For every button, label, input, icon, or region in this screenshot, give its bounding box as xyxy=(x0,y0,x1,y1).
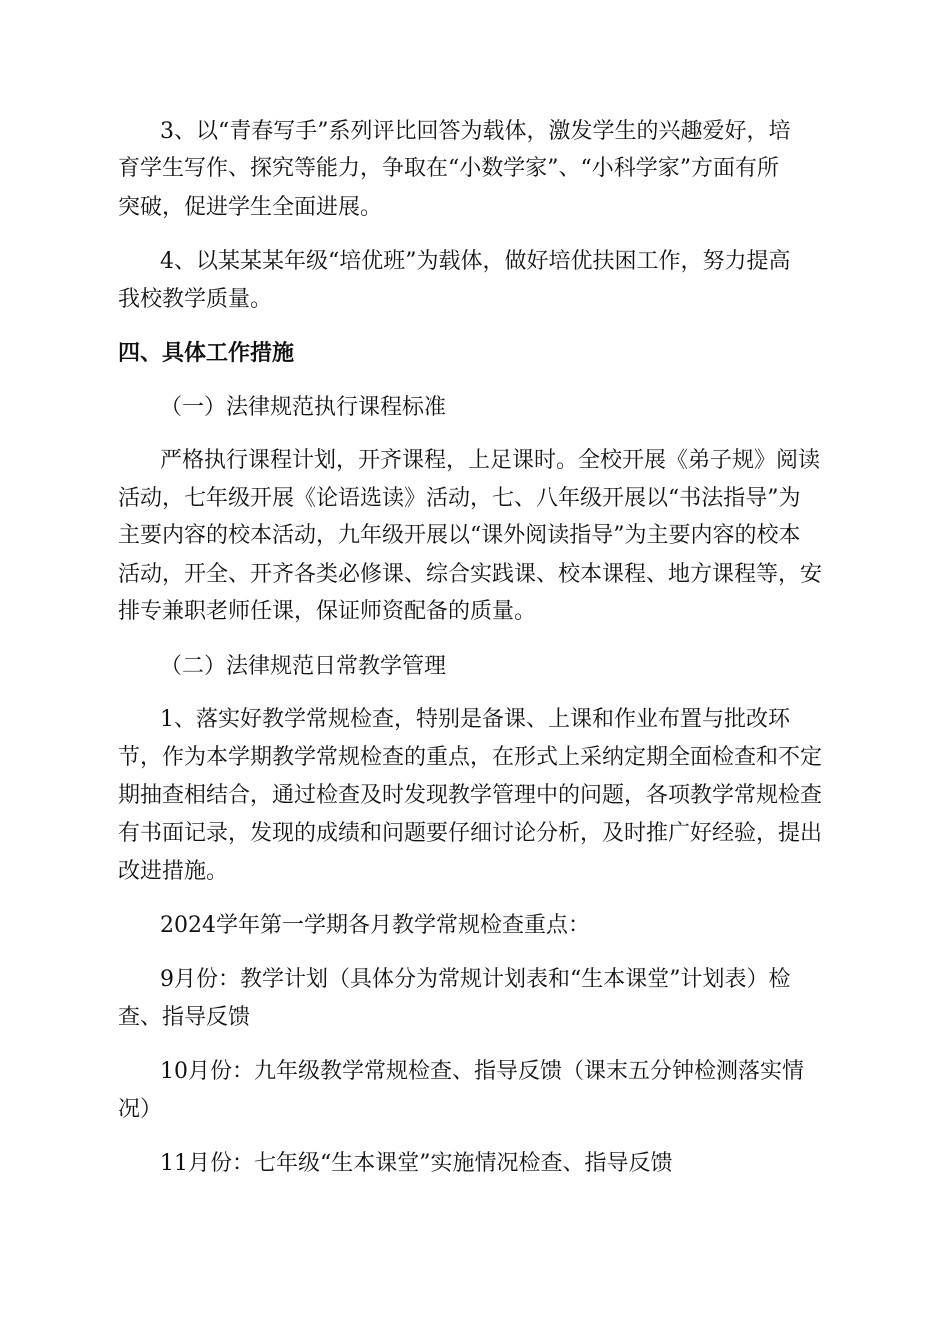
paragraph-3-line-2: 育学生写作、探究等能力，争取在“小数学家”、“小科学家”方面有所 xyxy=(118,156,779,181)
subsection-1-line-3: 主要内容的校本活动，九年级开展以“课外阅读指导”为主要内容的校本 xyxy=(118,523,801,548)
subsection-1-line-4: 活动，开全、开齐各类必修课、综合实践课、校本课程、地方课程等，安 xyxy=(118,562,823,587)
paragraph-4-line-1: 4、以某某某年级“培优班”为载体，做好培优扶困工作，努力提高 xyxy=(160,249,791,274)
schedule-intro: 2024学年第一学期各月教学常规检查重点： xyxy=(160,913,590,938)
subsection-2-item-1-line-3: 期抽查相结合，通过检查及时发现教学管理中的问题，各项教学常规检查 xyxy=(118,783,823,808)
subsection-2-heading: （二）法律规范日常教学管理 xyxy=(160,654,447,679)
subsection-2-item-1-line-4: 有书面记录，发现的成绩和问题要仔细讨论分析，及时推广好经验，提出 xyxy=(118,821,823,846)
section-heading: 四、具体工作措施 xyxy=(118,341,295,366)
subsection-1-line-1: 严格执行课程计划，开齐课程，上足课时。全校开展《弟子规》阅读 xyxy=(160,448,821,473)
paragraph-3-line-3: 突破，促进学生全面进展。 xyxy=(118,195,383,220)
schedule-september-line-2: 查、指导反馈 xyxy=(118,1005,251,1030)
schedule-october-line-2: 况） xyxy=(118,1097,163,1122)
paragraph-3-line-1: 3、以“青春写手”系列评比回答为载体，激发学生的兴趣爱好，培 xyxy=(160,119,791,144)
subsection-2-item-1-line-1: 1、落实好教学常规检查，特别是备课、上课和作业布置与批改环 xyxy=(160,707,790,732)
schedule-september-line-1: 9月份：教学计划（具体分为常规计划表和“生本课堂”计划表）检 xyxy=(160,967,791,992)
paragraph-4-line-2: 我校教学质量。 xyxy=(118,287,273,312)
subsection-1-line-2: 活动，七年级开展《论语选读》活动，七、八年级开展以“书法指导”为 xyxy=(118,486,801,511)
schedule-october-line-1: 10月份：九年级教学常规检查、指导反馈（课末五分钟检测落实情 xyxy=(160,1059,804,1084)
subsection-1-heading: （一）法律规范执行课程标准 xyxy=(160,395,447,420)
schedule-november: 11月份：七年级“生本课堂”实施情况检查、指导反馈 xyxy=(160,1151,673,1176)
subsection-2-item-1-line-5: 改进措施。 xyxy=(118,859,229,884)
subsection-1-line-5: 排专兼职老师任课，保证师资配备的质量。 xyxy=(118,599,537,624)
subsection-2-item-1-line-2: 节，作为本学期教学常规检查的重点，在形式上采纳定期全面检查和不定 xyxy=(118,745,823,770)
